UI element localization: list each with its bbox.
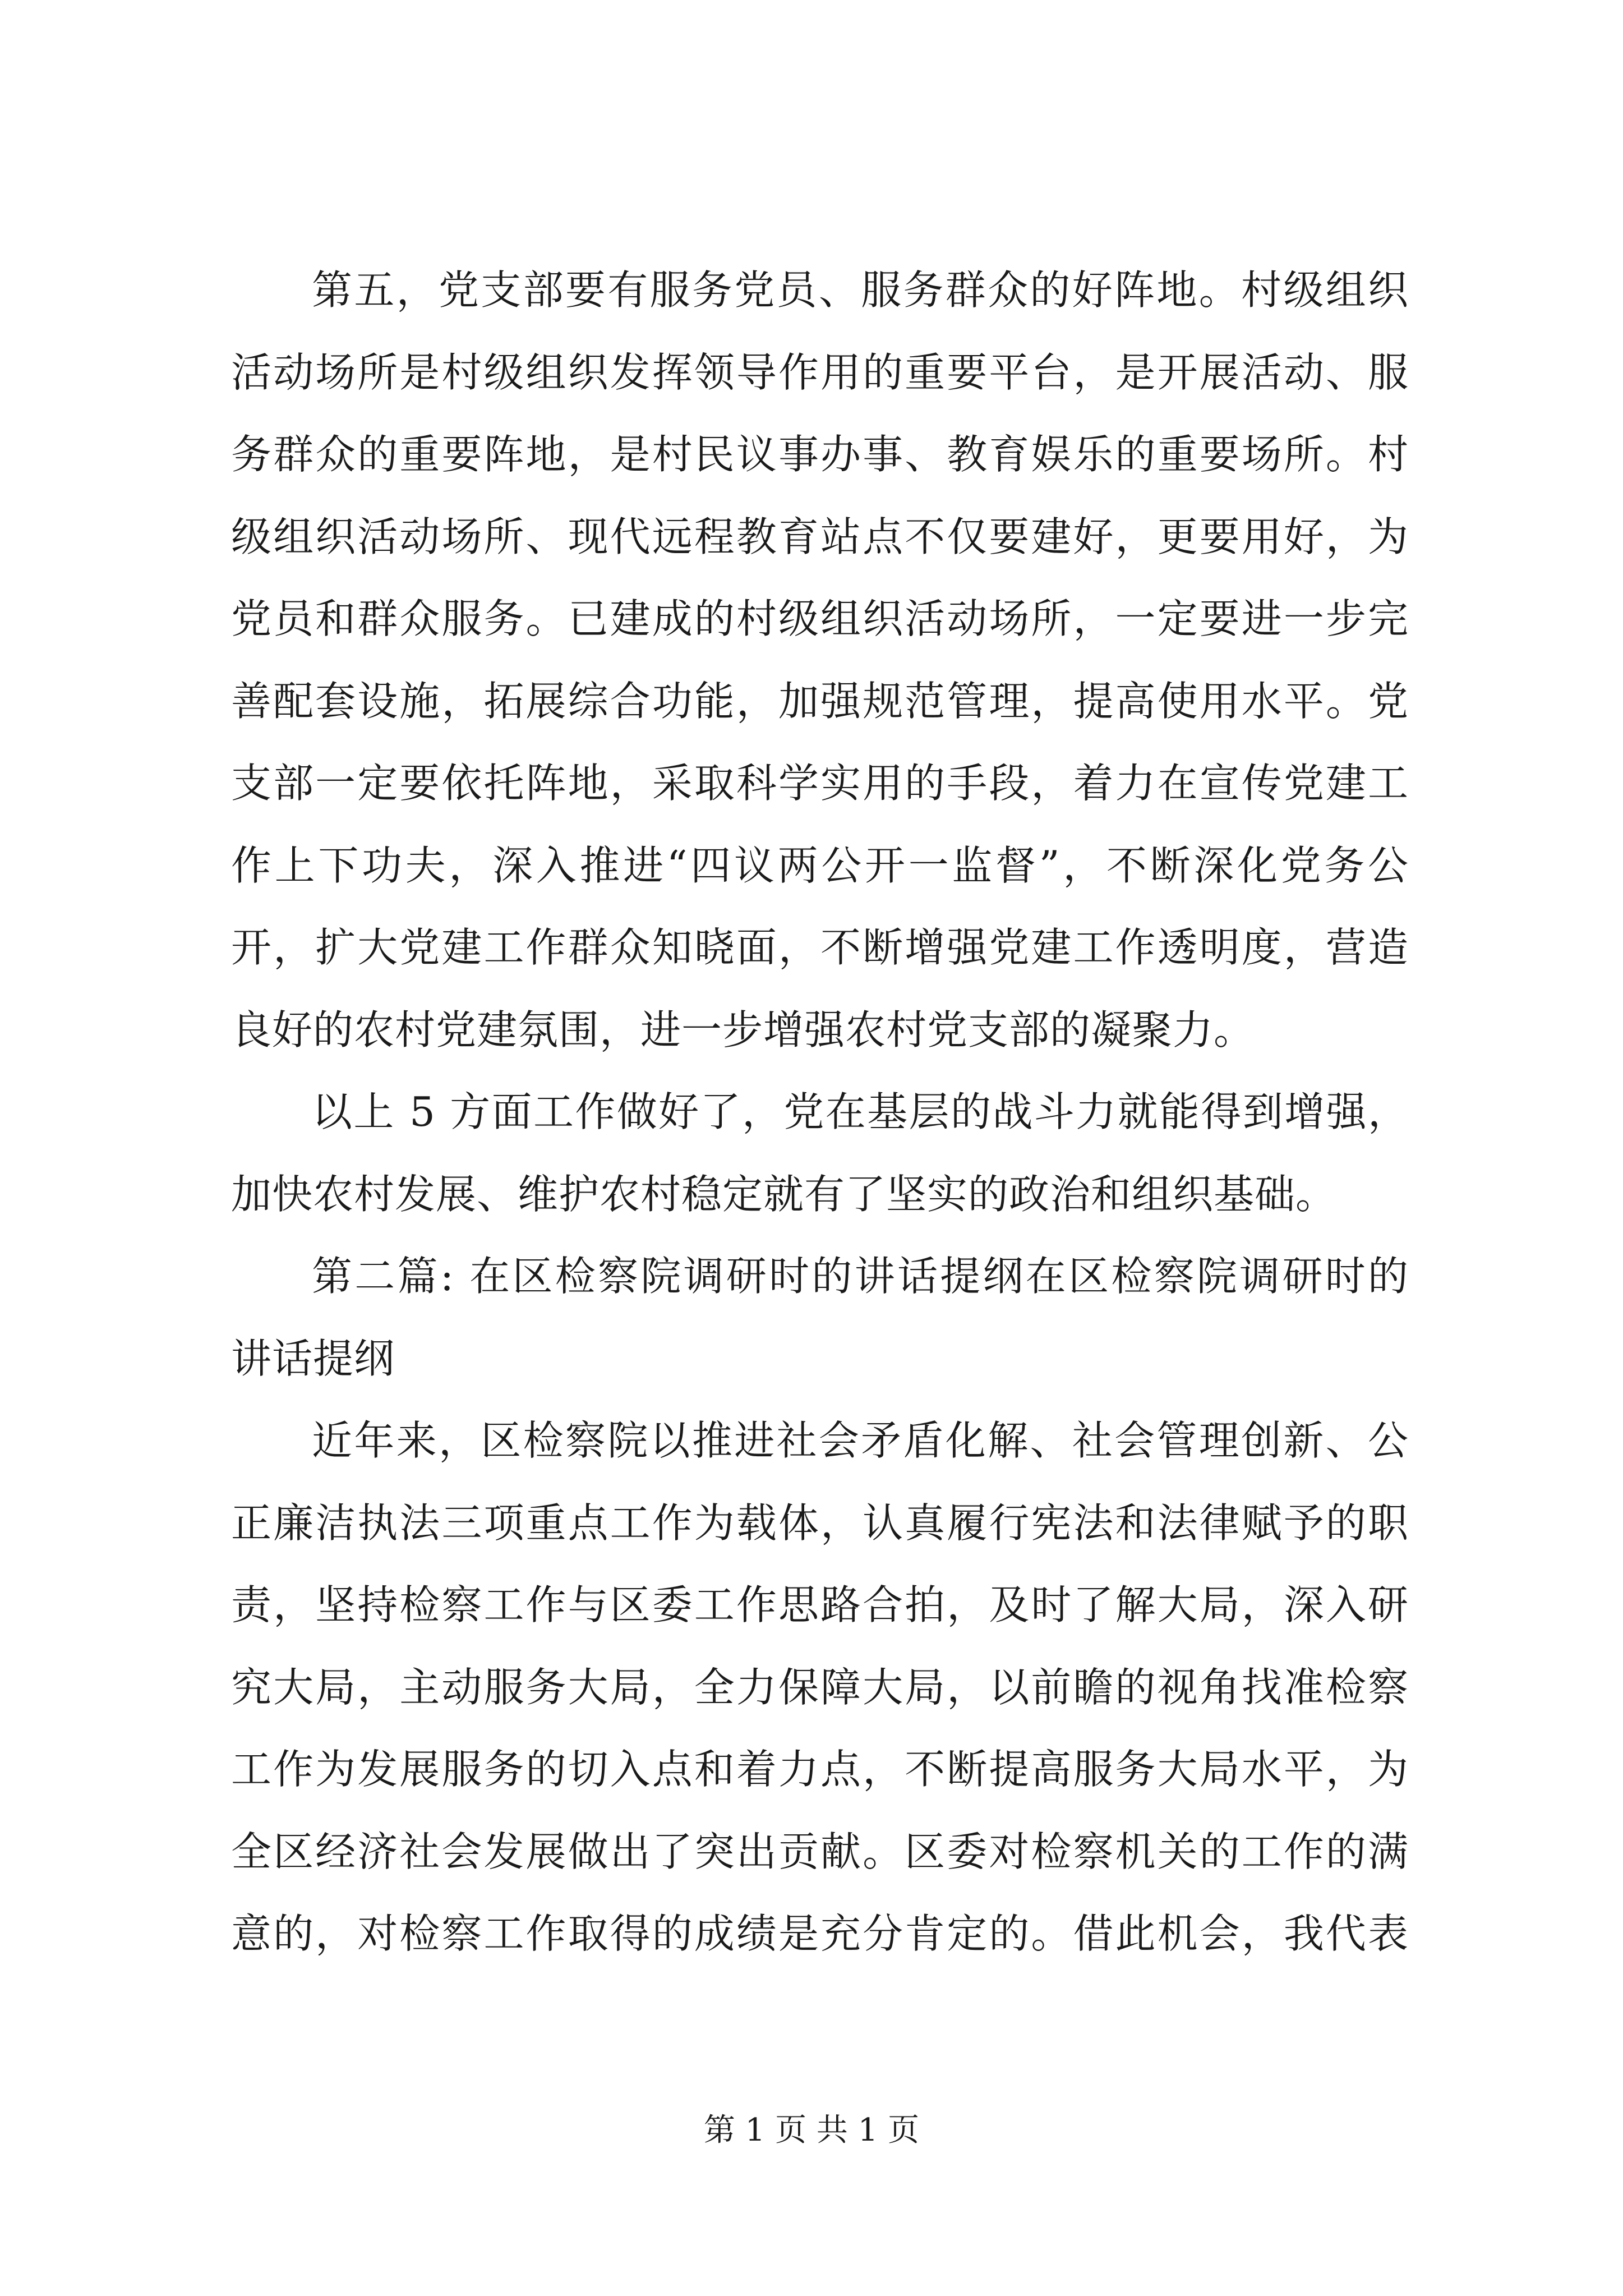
text-line: 党员和群众服务。已建成的村级组织活动场所，一定要进一步完	[231, 595, 1409, 642]
text-line: 正廉洁执法三项重点工作为载体，认真履行宪法和法律赋予的职	[231, 1499, 1409, 1547]
text-line: 全区经济社会发展做出了突出贡献。区委对检察机关的工作的满	[231, 1828, 1409, 1875]
text-line: 良好的农村党建氛围，进一步增强农村党支部的凝聚力。	[231, 1006, 1255, 1053]
text-line: 工作为发展服务的切入点和着力点，不断提高服务大局水平，为	[231, 1746, 1409, 1793]
document-body	[231, 249, 1409, 1975]
section-heading: 讲话提纲	[231, 1335, 395, 1382]
text-line: 活动场所是村级组织发挥领导作用的重要平台，是开展活动、服	[231, 348, 1409, 396]
text-line: 开，扩大党建工作群众知晓面，不断增强党建工作透明度，营造	[231, 924, 1409, 971]
section-heading: 第二篇: 在区检察院调研时的讲话提纲在区检察院调研时的	[312, 1253, 1409, 1300]
text-line: 加快农村发展、维护农村稳定就有了坚实的政治和组织基础。	[231, 1170, 1337, 1218]
page-footer: 第 1 页 共 1 页	[703, 2112, 920, 2148]
text-line: 意的，对检察工作取得的成绩是充分肯定的。借此机会，我代表	[231, 1910, 1409, 1957]
text-line: 作上下功夫，深入推进“四议两公开一监督”，不断深化党务公	[231, 841, 1409, 889]
text-line: 近年来，区检察院以推进社会矛盾化解、社会管理创新、公	[312, 1417, 1409, 1464]
text-line: 善配套设施，拓展综合功能，加强规范管理，提高使用水平。党	[231, 677, 1409, 725]
text-line: 级组织活动场所、现代远程教育站点不仅要建好，更要用好，为	[231, 513, 1409, 560]
text-line: 以上 5 方面工作做好了，党在基层的战斗力就能得到增强，	[312, 1088, 1409, 1135]
text-line: 究大局，主动服务大局，全力保障大局，以前瞻的视角找准检察	[231, 1663, 1409, 1711]
text-line: 责，坚持检察工作与区委工作思路合拍，及时了解大局，深入研	[231, 1581, 1409, 1628]
text-line: 务群众的重要阵地，是村民议事办事、教育娱乐的重要场所。村	[231, 431, 1409, 478]
text-line: 第五，党支部要有服务党员、服务群众的好阵地。村级组织	[312, 266, 1409, 314]
text-line: 支部一定要依托阵地，采取科学实用的手段，着力在宣传党建工	[231, 760, 1409, 807]
